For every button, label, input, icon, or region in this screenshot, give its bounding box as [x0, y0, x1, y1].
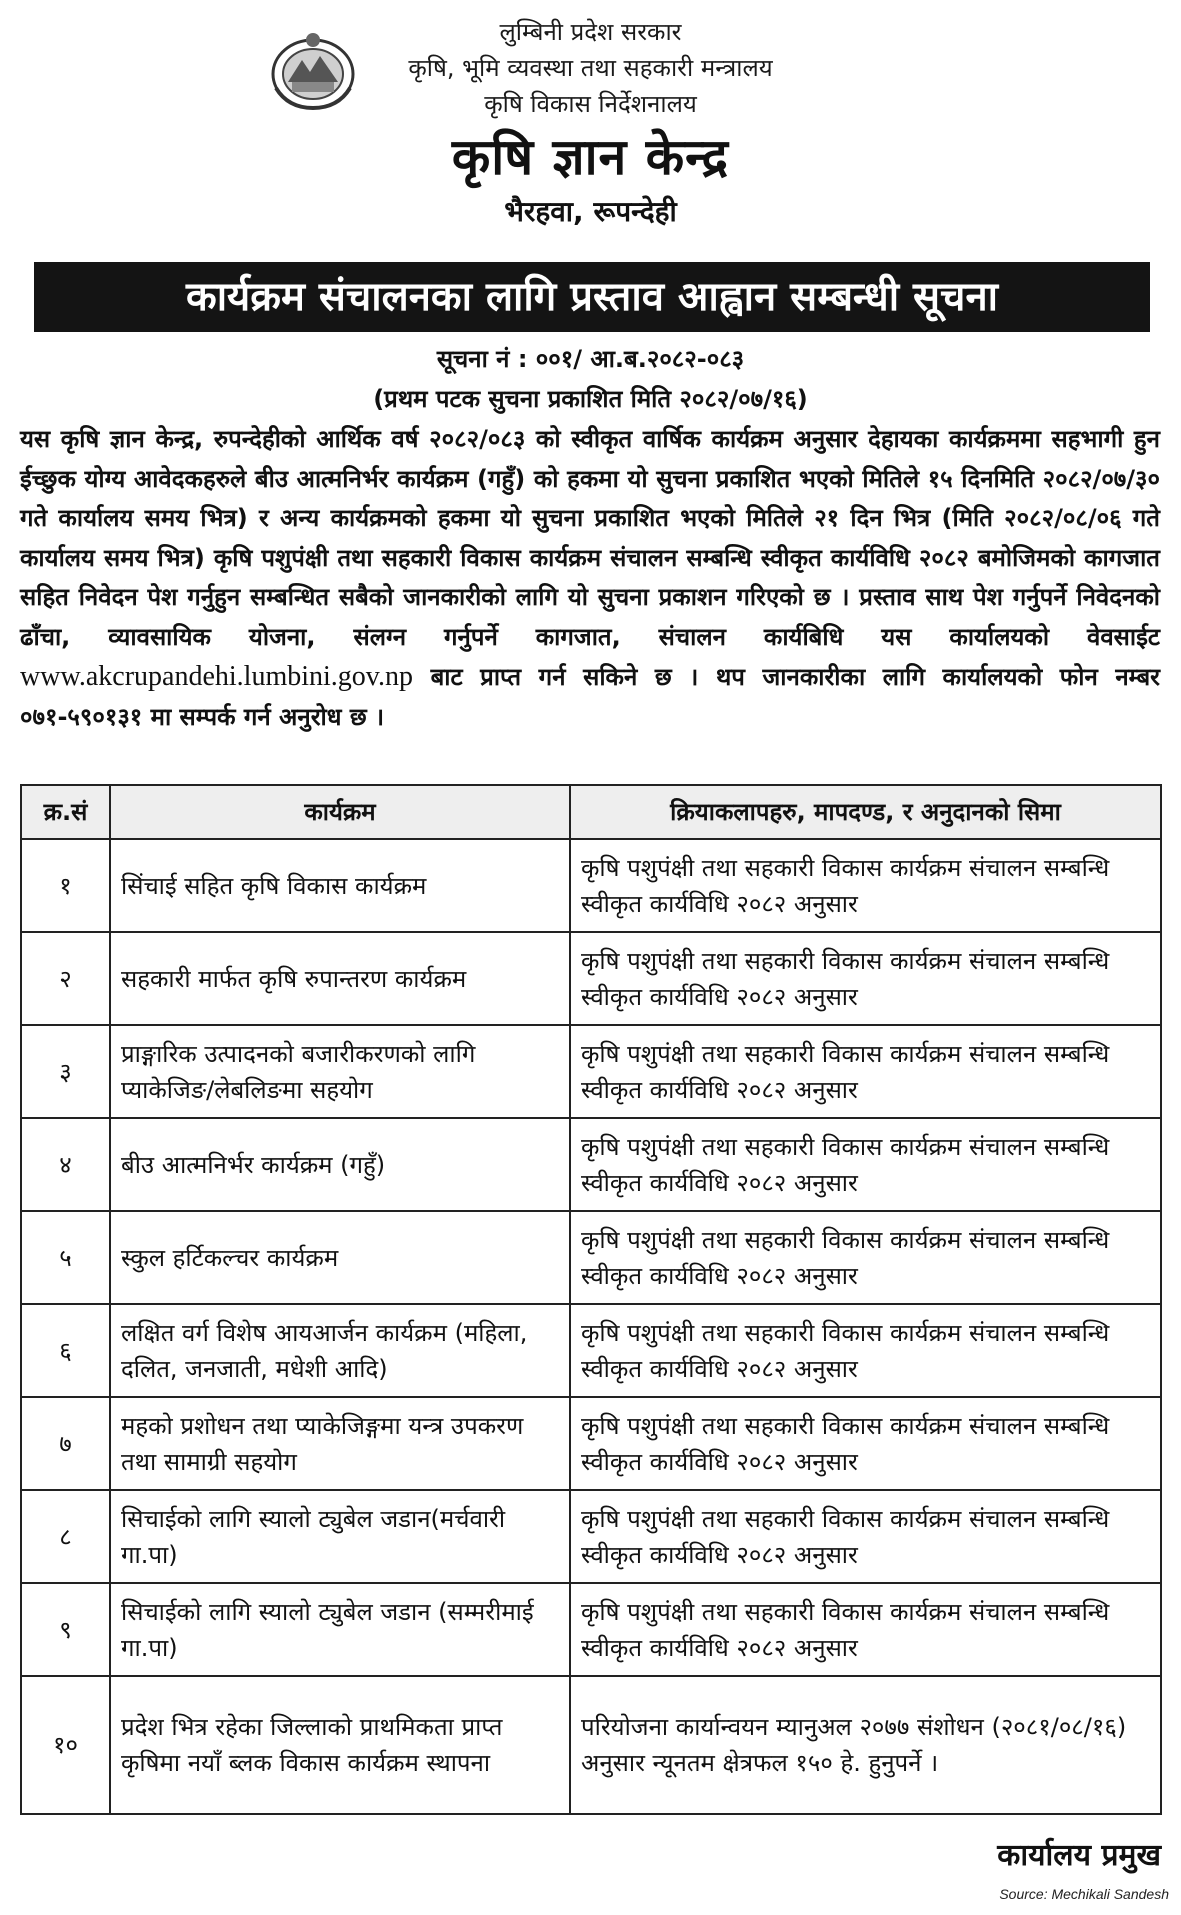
header-criteria: क्रियाकलापहरु, मापदण्ड, र अनुदानको सिमा: [570, 785, 1161, 839]
table-row: [21, 1583, 1161, 1676]
row-sn: ४: [21, 1118, 110, 1211]
directorate-name: कृषि विकास निर्देशनालय: [484, 90, 697, 118]
ministry-name: कृषि, भूमि व्यवस्था तथा सहकारी मन्त्रालय: [408, 54, 773, 82]
notice-number: सूचना नं : ००१/ आ.ब.२०८२-०८३: [436, 345, 745, 373]
row-sn: १: [21, 839, 110, 932]
row-sn: ९: [21, 1583, 110, 1676]
table-row: [21, 1211, 1161, 1304]
row-sn: ५: [21, 1211, 110, 1304]
row-criteria: कृषि पशुपंक्षी तथा सहकारी विकास कार्यक्रम संचालन सम्बन्धि स्वीकृत कार्यविधि २०८२ अनुसार: [570, 1490, 1161, 1583]
table-row: [21, 1676, 1161, 1814]
row-criteria: परियोजना कार्यान्वयन म्यानुअल २०७७ संशोधन (२०८१/०८/१६) अनुसार न्यूनतम क्षेत्रफल १५० हे. हुनुपर्ने ।: [570, 1676, 1161, 1814]
row-program: सिंचाई सहित कृषि विकास कार्यक्रम: [110, 839, 570, 932]
row-sn: ७: [21, 1397, 110, 1490]
body-text-2: बाट प्राप्त गर्न सकिने छ । थप जानकारीका लागि कार्यालयको फोन नम्बर ०७१-५९०१३१ मा सम्पर्क गर्न अनुरोध छ ।: [20, 663, 1160, 731]
table-row: [21, 1397, 1161, 1490]
programs-table: [20, 784, 1162, 1815]
row-sn: ८: [21, 1490, 110, 1583]
row-program: महको प्रशोधन तथा प्याकेजिङ्गमा यन्त्र उपकरण तथा सामाग्री सहयोग: [110, 1397, 570, 1490]
office-location: भैरहवा, रूपन्देही: [504, 195, 677, 228]
row-sn: ३: [21, 1025, 110, 1118]
website-link[interactable]: www.akcrupandehi.lumbini.gov.np: [20, 661, 413, 692]
row-program: लक्षित वर्ग विशेष आयआर्जन कार्यक्रम (महिला, दलित, जनजाती, मधेशी आदि): [110, 1304, 570, 1397]
table-row: [21, 1304, 1161, 1397]
row-criteria: कृषि पशुपंक्षी तथा सहकारी विकास कार्यक्रम संचालन सम्बन्धि स्वीकृत कार्यविधि २०८२ अनुसार: [570, 1397, 1161, 1490]
row-criteria: कृषि पशुपंक्षी तथा सहकारी विकास कार्यक्रम संचालन सम्बन्धि स्वीकृत कार्यविधि २०८२ अनुसार: [570, 1211, 1161, 1304]
table-header-row: [21, 785, 1161, 839]
row-program: सिचाईको लागि स्यालो ट्युबेल जडान(मर्चवारी गा.पा): [110, 1490, 570, 1583]
row-program: सिचाईको लागि स्यालो ट्युबेल जडान (सम्मरीमाई गा.पा): [110, 1583, 570, 1676]
office-chief-signature: कार्यालय प्रमुख: [997, 1838, 1161, 1873]
row-program: सहकारी मार्फत कृषि रुपान्तरण कार्यक्रम: [110, 932, 570, 1025]
header-sn: क्र.सं: [21, 785, 110, 839]
table-row: [21, 1025, 1161, 1118]
row-criteria: कृषि पशुपंक्षी तथा सहकारी विकास कार्यक्रम संचालन सम्बन्धि स्वीकृत कार्यविधि २०८२ अनुसार: [570, 1118, 1161, 1211]
row-program: बीउ आत्मनिर्भर कार्यक्रम (गहुँ): [110, 1118, 570, 1211]
table-row: [21, 1118, 1161, 1211]
row-program: स्कुल हर्टिकल्चर कार्यक्रम: [110, 1211, 570, 1304]
row-criteria: कृषि पशुपंक्षी तथा सहकारी विकास कार्यक्रम संचालन सम्बन्धि स्वीकृत कार्यविधि २०८२ अनुसार: [570, 839, 1161, 932]
table-row: [21, 932, 1161, 1025]
row-criteria: कृषि पशुपंक्षी तथा सहकारी विकास कार्यक्रम संचालन सम्बन्धि स्वीकृत कार्यविधि २०८२ अनुसार: [570, 1583, 1161, 1676]
notice-body: [20, 420, 1160, 737]
office-title: कृषि ज्ञान केन्द्र: [451, 128, 730, 186]
row-sn: २: [21, 932, 110, 1025]
row-criteria: कृषि पशुपंक्षी तथा सहकारी विकास कार्यक्रम संचालन सम्बन्धि स्वीकृत कार्यविधि २०८२ अनुसार: [570, 1304, 1161, 1397]
notice-banner: कार्यक्रम संचालनका लागि प्रस्ताव आह्वान सम्बन्धी सूचना: [34, 262, 1150, 332]
row-program: प्रदेश भित्र रहेका जिल्लाको प्राथमिकता प्राप्त कृषिमा नयाँ ब्लक विकास कार्यक्रम स्थापना: [110, 1676, 570, 1814]
publication-date: (प्रथम पटक सुचना प्रकाशित मिति २०८२/०७/१६): [373, 385, 808, 413]
source-credit: Source: Mechikali Sandesh: [999, 1886, 1169, 1902]
header: [0, 14, 1181, 232]
body-text-1: यस कृषि ज्ञान केन्द्र, रुपन्देहीको आर्थिक वर्ष २०८२/०८३ को स्वीकृत वार्षिक कार्यक्रम अनुसार देहायका कार्यक्रममा सहभागी हुन ईच्छुक योग्य आवेदकहरुले बीउ आत्मनिर्भर कार्यक्रम (गहुँ) को हकमा यो सुचना प्रकाशित भएको मितिले १५ दिनमिति २०८२/०७/३० गते कार्यालय समय भित्र) र अन्य कार्यक्रमको हकमा यो सुचना प्रकाशित भएको मितिले २१ दिन भित्र (मिति २०८२/०८/०६ गते कार्यालय समय भित्र) कृषि पशुपंक्षी तथा सहकारी विकास कार्यक्रम संचालन सम्बन्धि स्वीकृत कार्यविधि २०८२ बमोजिमको कागजात सहित निवेदन पेश गर्नुहुन सम्बन्धित सबैको जानकारीको लागि यो सुचना प्रकाशन गरिएको छ । प्रस्ताव साथ पेश गर्नुपर्ने निवेदनको ढाँचा, व्यावसायिक योजना, संलग्न गर्नुपर्ने कागजात, संचालन कार्यबिधि यस कार्यालयको वेवसाईट: [20, 425, 1160, 651]
row-sn: १०: [21, 1676, 110, 1814]
header-program: कार्यक्रम: [110, 785, 570, 839]
row-program: प्राङ्गारिक उत्पादनको बजारीकरणको लागि प्याकेजिङ/लेबलिङमा सहयोग: [110, 1025, 570, 1118]
row-criteria: कृषि पशुपंक्षी तथा सहकारी विकास कार्यक्रम संचालन सम्बन्धि स्वीकृत कार्यविधि २०८२ अनुसार: [570, 932, 1161, 1025]
table-row: [21, 1490, 1161, 1583]
table-row: [21, 839, 1161, 932]
row-sn: ६: [21, 1304, 110, 1397]
province-government: लुम्बिनी प्रदेश सरकार: [499, 18, 682, 46]
row-criteria: कृषि पशुपंक्षी तथा सहकारी विकास कार्यक्रम संचालन सम्बन्धि स्वीकृत कार्यविधि २०८२ अनुसार: [570, 1025, 1161, 1118]
